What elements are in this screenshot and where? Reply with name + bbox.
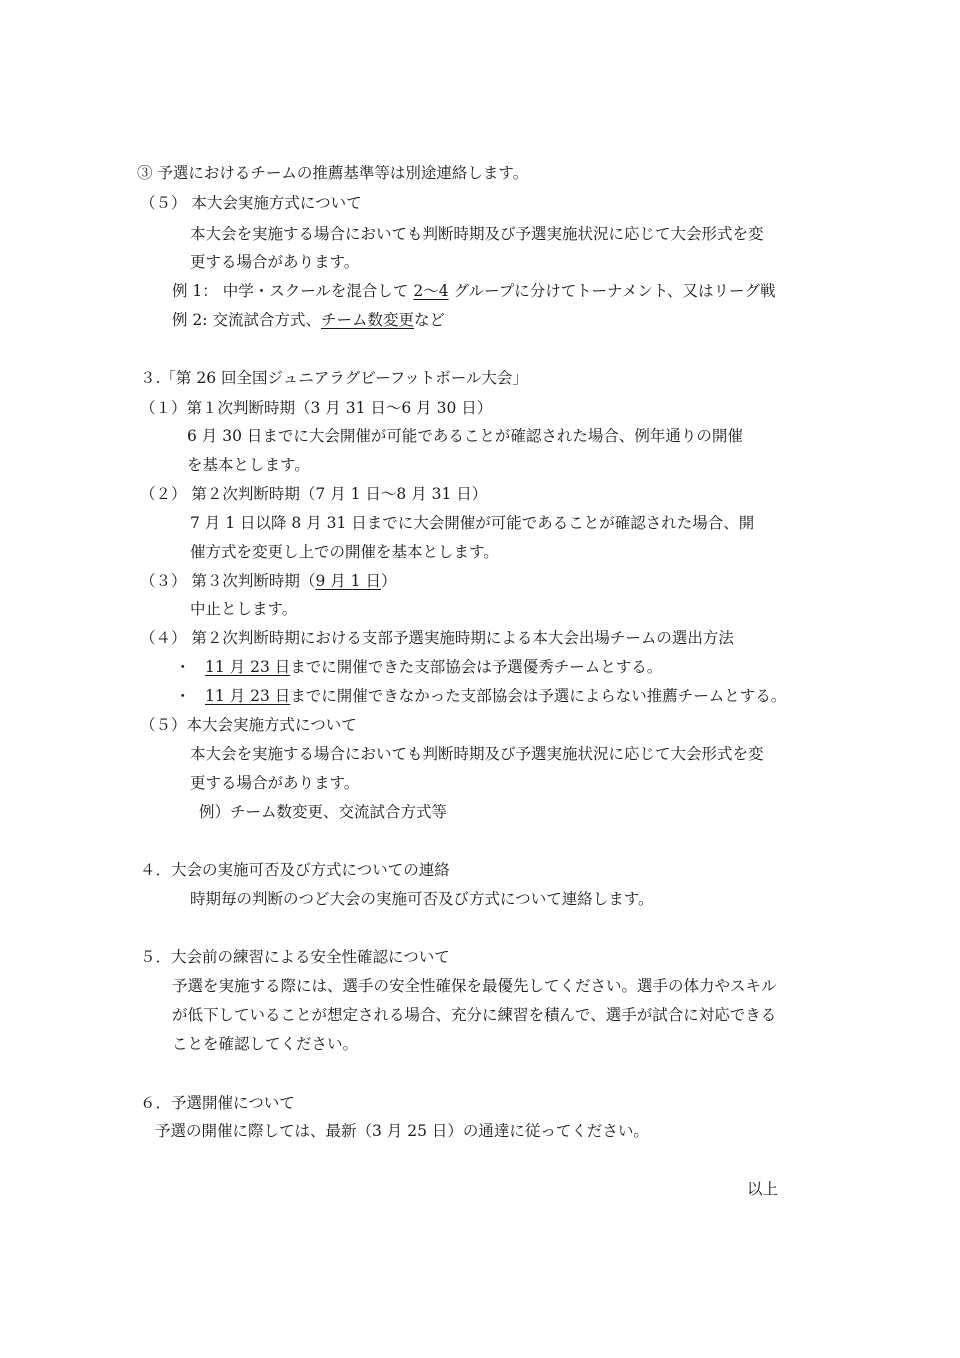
section-4-body: 時期毎の判断のつど大会の実施可否及び方式について連絡します。: [190, 890, 654, 908]
bullet-mark: ・: [175, 658, 191, 676]
period-2-body-line-2: 催方式を変更し上での開催を基本とします。: [190, 543, 499, 561]
format-body-line-1: 本大会を実施する場合においても判断時期及び予選実施状況に応じて大会形式を変: [190, 745, 764, 763]
period-3-heading: [140, 574, 396, 590]
item-5-heading: （５） 本大会実施方式について: [140, 194, 362, 212]
item-3-text: ③ 予選におけるチームの推薦基準等は別途連絡します。: [137, 164, 529, 182]
period-4-heading: （４） 第２次判断時期における支部予選実施時期による本大会出場チームの選出方法: [140, 629, 734, 647]
section-5-body-line-3: ことを確認してください。: [172, 1035, 359, 1053]
item-5-body-line-2: 更する場合があります。: [190, 253, 360, 271]
example-2: [172, 313, 445, 329]
bullet-mark: ・: [175, 687, 191, 705]
format-body-line-2: 更する場合があります。: [190, 774, 360, 792]
example-1-underlined: 2～4: [413, 282, 449, 300]
format-heading: （５）本大会実施方式について: [140, 716, 357, 734]
bullet-2-text: までに開催できなかった支部協会は予選によらない推薦チームとする。: [290, 687, 787, 705]
example-1-text-a: 例 1： 中学・スクールを混合して: [172, 282, 414, 300]
bullet-1-text: までに開催できた支部協会は予選優秀チームとする。: [290, 658, 663, 676]
period-2-body-line-1: 7 月 1 日以降 8 月 31 日までに大会開催が可能であることが確認された場合、開: [190, 514, 755, 532]
format-example: 例）チーム数変更、交流試合方式等: [199, 803, 448, 821]
example-2-text-a: 例 2: 交流試合方式、: [172, 311, 321, 329]
section-4-heading: ４．大会の実施可否及び方式についての連絡: [140, 861, 450, 879]
period-3-heading-a: （３） 第３次判断時期（: [140, 572, 316, 590]
period-3-body: 中止とします。: [190, 600, 298, 618]
period-1-body-line-1: 6 月 30 日までに大会開催が可能であることが確認された場合、例年通りの開催: [187, 427, 743, 445]
bullet-1-date: 11 月 23 日: [205, 658, 291, 676]
section-5-heading: ５．大会前の練習による安全性確認について: [140, 948, 450, 966]
period-3-heading-b: ）: [380, 572, 397, 590]
bullet-2-date: 11 月 23 日: [205, 687, 291, 705]
item-5-body-line-1: 本大会を実施する場合においても判断時期及び予選実施状況に応じて大会形式を変: [190, 225, 764, 243]
closing-text: 以上: [747, 1180, 779, 1198]
period-2-heading: （２） 第２次判断時期（7 月 1 日～8 月 31 日）: [140, 485, 488, 503]
section-5-body-line-1: 予選を実施する際には、選手の安全性確保を最優先してください。選手の体力やスキル: [172, 977, 777, 995]
section-6-heading: ６．予選開催について: [140, 1094, 295, 1112]
example-1: [172, 284, 775, 300]
section-6-body: 予選の開催に際しては、最新（3 月 25 日）の通達に従ってください。: [155, 1122, 649, 1140]
period-4-bullet-1: [175, 660, 662, 676]
example-2-underlined: チーム数変更: [320, 311, 414, 329]
period-4-bullet-2: [175, 689, 786, 705]
example-1-text-b: グループに分けてトーナメント、又はリーグ戦: [448, 282, 776, 300]
example-2-text-b: など: [413, 311, 445, 329]
section-3-heading: ３.「第 26 回全国ジュニアラグビーフットボール大会」: [140, 369, 528, 387]
period-1-heading: （１）第１次判断時期（3 月 31 日～6 月 30 日）: [140, 399, 493, 417]
period-3-heading-date: 9 月 1 日: [315, 572, 381, 590]
period-1-body-line-2: を基本とします。: [187, 456, 310, 474]
section-5-body-line-2: が低下していることが想定される場合、充分に練習を積んで、選手が試合に対応できる: [172, 1006, 777, 1024]
